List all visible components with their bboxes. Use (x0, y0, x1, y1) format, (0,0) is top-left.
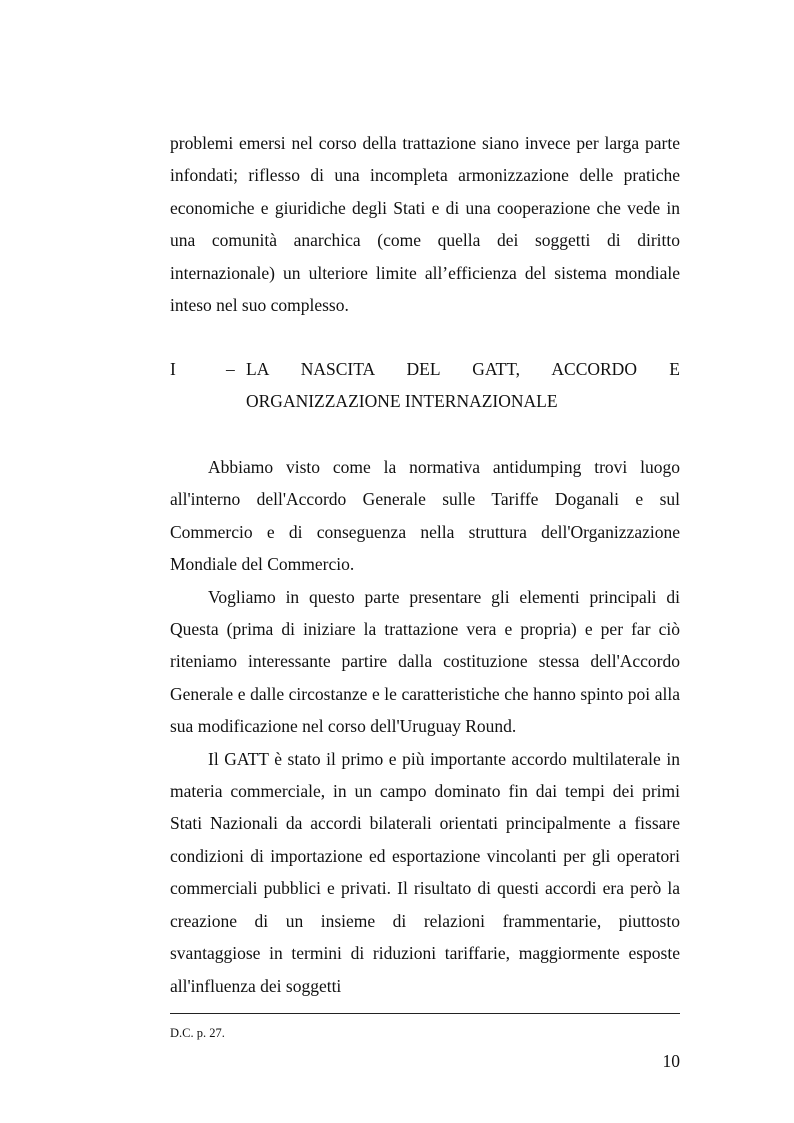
section-title (246, 353, 680, 418)
page-number: 10 (662, 1051, 680, 1071)
section-title-line-1: LA NASCITA DEL GATT, ACCORDO E (246, 359, 680, 379)
intro-paragraph: problemi emersi nel corso della trattazione siano invece per larga parte infondati; riflesso di una incompleta armonizzazione delle pratiche economiche e giuridiche degli Stati e di una cooperazione che vede in una comunità anarchica (come quella dei soggetti di diritto internazionale) un ulteriore limite all’efficienza del sistema mondiale inteso nel suo complesso. (170, 133, 680, 316)
body-paragraph: Abbiamo visto come la normativa antidumping trovi luogo all'interno dell'Accordo Generale sulle Tariffe Doganali e sul Commercio e di conseguenza nella struttura dell'Organizzazione Mondiale del Commercio. (170, 457, 680, 575)
body-text (170, 451, 680, 1002)
footnote-divider (170, 1013, 680, 1014)
intro-paragraph-block (170, 127, 680, 321)
section-number: I (170, 359, 176, 379)
section-dash: – (226, 359, 235, 379)
section-title-line-2: ORGANIZZAZIONE INTERNAZIONALE (246, 391, 558, 412)
body-paragraph: Il GATT è stato il primo e più importante accordo multilaterale in materia commerciale, in un campo dominato fin dai tempi dei primi Stati Nazionali da accordi bilaterali orientati principalmente a fissare condizioni di importazione ed esportazione vincolanti per gli operatori commerciali pubblici e privati. Il risultato di questi accordi era però la creazione di un insieme di relazioni frammentarie, piuttosto svantaggiose in termini di riduzioni tariffarie, maggiormente esposte all'influenza dei soggetti (170, 748, 680, 996)
body-paragraph: Vogliamo in questo parte presentare gli elementi principali di Questa (prima di iniziare la trattazione vera e propria) e per far ciò riteniamo interessante partire dalla costituzione stessa dell'Accordo Generale e dalle circostanze e le caratteristiche che hanno spinto poi alla sua modificazione nel corso dell'Uruguay Round. (170, 586, 680, 737)
footnote: D.C. p. 27. (170, 1026, 225, 1040)
